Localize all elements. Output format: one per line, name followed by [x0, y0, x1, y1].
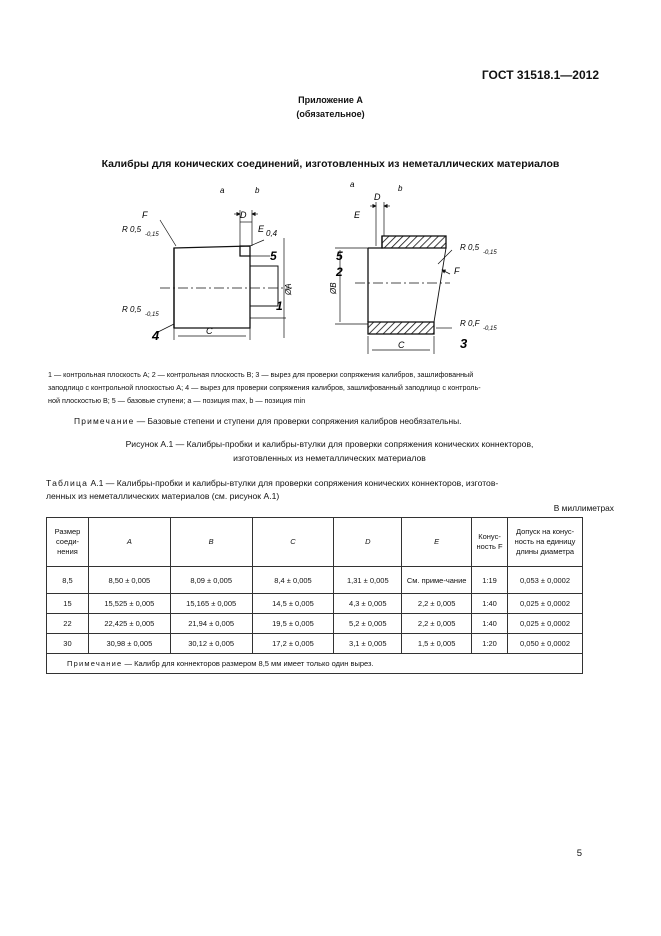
header-d: D [334, 518, 402, 567]
leader-f-left [160, 220, 176, 246]
table-header-row [47, 518, 583, 567]
label-2: 2 [336, 265, 343, 279]
plug-cutout [250, 266, 278, 306]
table-row [47, 594, 583, 614]
cell: 22,425 ± 0,005 [88, 614, 170, 634]
label-a-right: a [350, 180, 355, 189]
label-c-left: C [206, 326, 213, 336]
label-r-top-left-tol: -0,15 [145, 232, 159, 238]
cell: 1:40 [472, 594, 508, 614]
data-table [46, 517, 583, 674]
label-r-top-left: R 0,5 [122, 225, 142, 234]
annex-status: (обязательное) [296, 109, 365, 119]
cell: 15 [47, 594, 89, 614]
label-5-left: 5 [270, 249, 277, 263]
label-f-right: F [454, 266, 460, 276]
label-3: 3 [460, 336, 468, 351]
gauge-drawing [100, 178, 497, 368]
cell: 0,053 ± 0,0002 [508, 567, 583, 594]
cell: 3,1 ± 0,005 [334, 634, 402, 654]
legend-line-1: 1 — контрольная плоскость A; 2 — контрольная плоскость B; 3 — вырез для проверки сопряжения калибров, зашлифованный [48, 370, 474, 379]
figure-caption-line-1: Рисунок А.1 — Калибры-пробки и калибры-втулки для проверки сопряжения конических коннекторов, [125, 439, 534, 449]
label-4: 4 [152, 328, 160, 343]
label-r-top-right-tol: -0,15 [483, 250, 497, 256]
ring-gauge [335, 202, 452, 354]
table-caption-line-2: ленных из неметаллических материалов (см. рисунок А.1) [46, 491, 280, 501]
figure-note [74, 416, 462, 426]
table-row [47, 634, 583, 654]
cell: 15,525 ± 0,005 [88, 594, 170, 614]
cell: 8,5 [47, 567, 89, 594]
cell: 8,50 ± 0,005 [88, 567, 170, 594]
header-a: A [88, 518, 170, 567]
label-r-top-right: R 0,5 [460, 243, 480, 252]
cell: 1:19 [472, 567, 508, 594]
label-1: 1 [276, 299, 283, 313]
label-e-left: E [258, 224, 265, 234]
legend-line-2: заподлицо с контрольной плоскостью A; 4 — вырез для проверки сопряжения калибров, зашлифованный заподлицо с контроль- [48, 383, 481, 392]
cell: 4,3 ± 0,005 [334, 594, 402, 614]
cell: 0,025 ± 0,0002 [508, 594, 583, 614]
table-row [47, 567, 583, 594]
cell: 30,98 ± 0,005 [88, 634, 170, 654]
cell: 2,2 ± 0,005 [402, 594, 472, 614]
table-note-text: — Калибр для коннекторов размером 8,5 мм имеет только один вырез. [122, 659, 374, 668]
table-row [47, 614, 583, 634]
label-5-right: 5 [336, 249, 343, 263]
cell: 15,165 ± 0,005 [170, 594, 252, 614]
ring-step [368, 236, 382, 248]
cell: 17,2 ± 0,005 [252, 634, 334, 654]
cell: 0,025 ± 0,0002 [508, 614, 583, 634]
cell: 1,31 ± 0,005 [334, 567, 402, 594]
label-r-bottom-left: R 0,5 [122, 305, 142, 314]
cell: 1:40 [472, 614, 508, 634]
section-title: Калибры для конических соединений, изготовленных из неметаллических материалов [101, 158, 560, 170]
cell: 19,5 ± 0,005 [252, 614, 334, 634]
cell: 21,94 ± 0,005 [170, 614, 252, 634]
label-r-bottom-right: R 0,F [460, 319, 480, 328]
figure-caption-line-2: изготовленных из неметаллических материалов [233, 453, 426, 463]
table-note-prefix: Примечание [67, 659, 123, 668]
header-c: C [252, 518, 334, 567]
cell: 1,5 ± 0,005 [402, 634, 472, 654]
table-note-row [47, 654, 583, 674]
ring-bore [434, 248, 446, 322]
ring-arrow-f [442, 270, 450, 274]
plug-step [240, 246, 250, 256]
header-tolerance: Допуск на конус-ность на единицу длины диаметра [508, 518, 583, 567]
label-dia-a: ØA [284, 283, 293, 295]
ring-hatched-bottom [368, 322, 434, 334]
label-e-right: E [354, 210, 361, 220]
legend-line-3: ной плоскостью B; 5 — базовые ступени; a — позиция max, b — позиция min [48, 396, 306, 405]
annex-title: Приложение А [298, 95, 363, 105]
cell: 22 [47, 614, 89, 634]
table-caption-prefix: Таблица [46, 478, 89, 488]
cell: 14,5 ± 0,005 [252, 594, 334, 614]
cell: 0,050 ± 0,0002 [508, 634, 583, 654]
cell: 5,2 ± 0,005 [334, 614, 402, 634]
header-b: B [170, 518, 252, 567]
label-d-right: D [374, 192, 381, 202]
label-dia-b: ØB [329, 282, 338, 294]
label-d-left: D [240, 210, 247, 220]
header-e: E [402, 518, 472, 567]
cell: 8,4 ± 0,005 [252, 567, 334, 594]
label-a-left: a [220, 186, 225, 195]
header-taper: Конус-ность F [472, 518, 508, 567]
table-caption [46, 477, 613, 503]
figure-note-prefix: Примечание [74, 416, 135, 426]
label-r-bottom-left-tol: -0,15 [145, 312, 159, 318]
figure-legend [48, 368, 594, 407]
table-caption-line-1: А.1 — Калибры-пробки и калибры-втулки для проверки сопряжения конических коннекторов, изготов- [88, 478, 499, 488]
label-b-left: b [255, 186, 260, 195]
label-r-bottom-right-tol: -0,15 [483, 326, 497, 332]
table-note [47, 654, 583, 674]
cell: См. приме-чание [402, 567, 472, 594]
header-size: Размер соеди-нения [47, 518, 89, 567]
label-angle: 0,4 [266, 229, 278, 238]
annex-heading [0, 93, 661, 121]
units-label: В миллиметрах [553, 503, 614, 513]
plug-body-outline [174, 246, 250, 328]
figure-caption [46, 437, 613, 465]
cell: 2,2 ± 0,005 [402, 614, 472, 634]
page-number: 5 [576, 848, 582, 859]
label-b-right: b [398, 184, 403, 193]
ring-hatched-top [382, 236, 446, 248]
cell: 30 [47, 634, 89, 654]
label-c-right: C [398, 340, 405, 350]
standard-number: ГОСТ 31518.1—2012 [481, 68, 599, 82]
label-f-left: F [142, 210, 148, 220]
cell: 1:20 [472, 634, 508, 654]
figure-note-text: — Базовые степени и ступени для проверки сопряжения калибров необязательны. [134, 416, 462, 426]
cell: 30,12 ± 0,005 [170, 634, 252, 654]
cell: 8,09 ± 0,005 [170, 567, 252, 594]
